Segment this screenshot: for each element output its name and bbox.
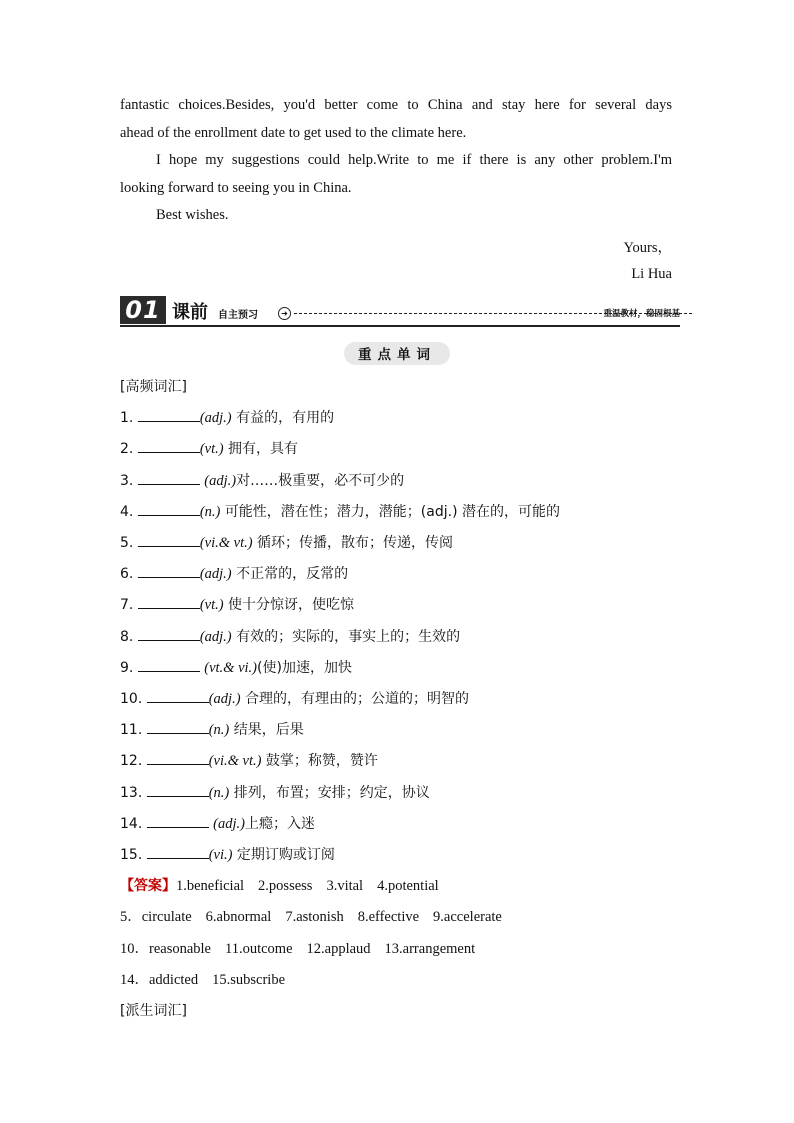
answer-blank[interactable] bbox=[147, 750, 209, 765]
answer-row-3: 10．reasonable 11.outcome 12.applaud 13.arrangement bbox=[120, 940, 476, 957]
list-item: 3. (adj.)对……极重要，必不可少的 bbox=[120, 466, 680, 497]
section-title bbox=[0, 342, 794, 365]
list-item: 9. (vt.& vi.)(使)加速，加快 bbox=[120, 653, 680, 684]
answer-blank[interactable] bbox=[147, 719, 209, 734]
banner-title: 课前 bbox=[172, 302, 208, 323]
letter-line-3: I hope my suggestions could help.Write to me if there is any other problem.I'm bbox=[156, 152, 672, 168]
answer-blank[interactable] bbox=[138, 438, 200, 453]
answer-blank[interactable] bbox=[138, 501, 200, 516]
answer-row-4: 14．addicted 15.subscribe bbox=[120, 971, 286, 988]
vocab-list bbox=[120, 372, 680, 1027]
answer-row-1: 【答案】1.beneficial 2.possess 3.vital 4.potential bbox=[120, 878, 439, 895]
answer-blank[interactable] bbox=[138, 470, 200, 485]
answer-blank[interactable] bbox=[138, 532, 200, 547]
list-item: 1. (adj.) 有益的，有用的 bbox=[120, 403, 680, 434]
banner-subtitle: 自主预习 bbox=[218, 310, 258, 321]
list-item: 10. (adj.) 合理的，有理由的；公道的；明智的 bbox=[120, 684, 680, 715]
group-header-high-frequency: [高频词汇] bbox=[120, 379, 187, 395]
list-item: 8. (adj.) 有效的；实际的，事实上的；生效的 bbox=[120, 622, 680, 653]
list-item: 6. (adj.) 不正常的，反常的 bbox=[120, 559, 680, 590]
answer-blank[interactable] bbox=[147, 813, 209, 828]
list-item: 7. (vt.) 使十分惊讶，使吃惊 bbox=[120, 590, 680, 621]
letter-line-4: looking forward to seeing you in China. bbox=[120, 180, 352, 196]
answer-blank[interactable] bbox=[147, 844, 209, 859]
letter-signature: Li Hua bbox=[631, 266, 672, 282]
list-item: 11. (n.) 结果，后果 bbox=[120, 715, 680, 746]
answer-blank[interactable] bbox=[147, 782, 209, 797]
answer-blank[interactable] bbox=[138, 657, 200, 672]
list-item: 4. (n.) 可能性，潜在性；潜力，潜能；(adj.) 潜在的，可能的 bbox=[120, 497, 680, 528]
answer-label: 【答案】 bbox=[120, 878, 176, 895]
answer-blank[interactable] bbox=[138, 407, 200, 422]
list-item: 2. (vt.) 拥有，具有 bbox=[120, 434, 680, 465]
answer-blank[interactable] bbox=[138, 626, 200, 641]
list-item: 13. (n.) 排列，布置；安排；约定，协议 bbox=[120, 778, 680, 809]
answer-blank[interactable] bbox=[138, 594, 200, 609]
letter-line-1: fantastic choices.Besides, you'd better come to China and stay here for several days bbox=[120, 97, 672, 113]
list-item: 5. (vi.& vt.) 循环；传播，散布；传递，传阅 bbox=[120, 528, 680, 559]
letter-line-5: Best wishes. bbox=[156, 207, 229, 223]
answer-row-2: 5．circulate 6.abnormal 7.astonish 8.effective 9.accelerate bbox=[120, 909, 502, 926]
letter-line-2: ahead of the enrollment date to get used to the climate here. bbox=[120, 125, 467, 141]
section-banner bbox=[120, 294, 680, 328]
answer-blank[interactable] bbox=[147, 688, 209, 703]
banner-tagline: 重温教材，稳固根基 bbox=[603, 309, 680, 319]
banner-number: 01 bbox=[120, 296, 166, 324]
list-item: 12. (vi.& vt.) 鼓掌；称赞，赞许 bbox=[120, 746, 680, 777]
section-title-label: 重点单词 bbox=[344, 342, 450, 365]
list-item: 15. (vi.) 定期订购或订阅 bbox=[120, 840, 680, 871]
answer-blank[interactable] bbox=[138, 563, 200, 578]
letter-closing: Yours， bbox=[623, 240, 672, 256]
list-item: 14. (adj.)上瘾；入迷 bbox=[120, 809, 680, 840]
circle-arrow-icon: ➜ bbox=[278, 307, 291, 320]
group-header-derived: [派生词汇] bbox=[120, 1003, 187, 1020]
banner-rule bbox=[120, 325, 680, 327]
